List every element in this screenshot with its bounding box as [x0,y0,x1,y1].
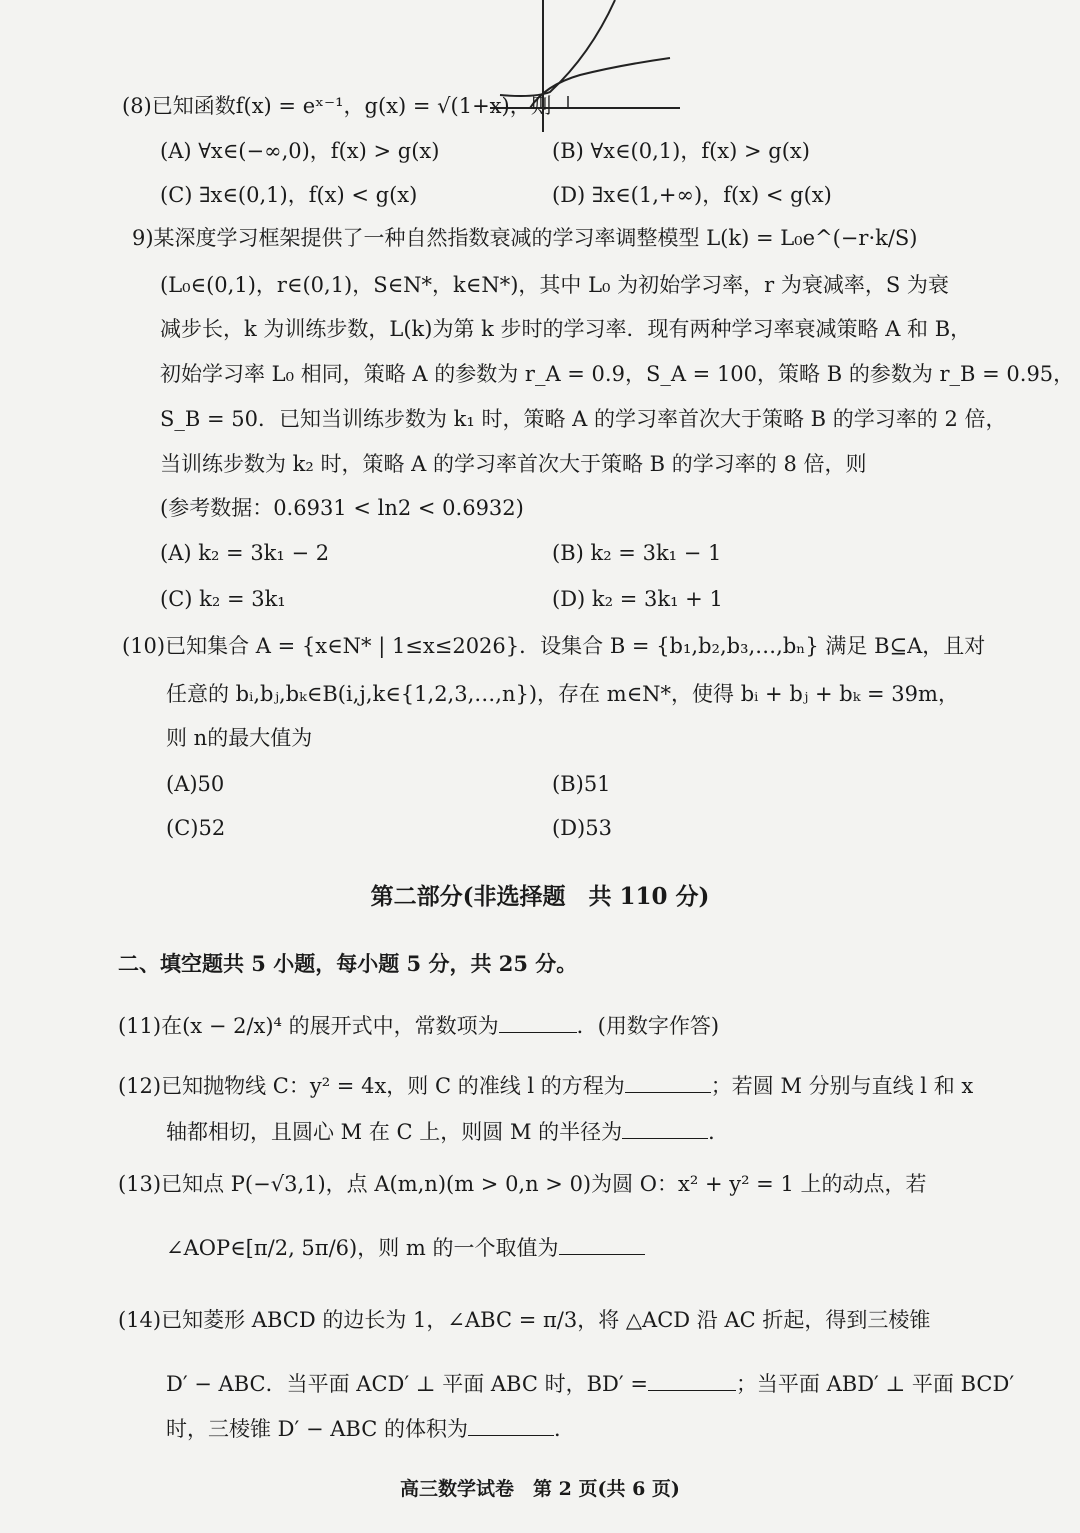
q10-line-3: 则 n的最大值为 [166,726,313,750]
q14-stem-3a: 时，三棱锥 D′ − ABC 的体积为 [166,1417,468,1441]
q12-stem-2: 轴都相切，且圆心 M 在 C 上，则圆 M 的半径为 [166,1120,623,1144]
q14-bd-blank[interactable] [648,1368,736,1391]
q14-line-2 [166,1368,1014,1398]
q12-directrix-blank[interactable] [625,1070,711,1093]
q10-line-2: 任意的 bᵢ,bⱼ,bₖ∈B(i,j,k∈{1,2,3,…,n})，存在 m∈N*，使得 bᵢ + bⱼ + bₖ = 39m， [166,682,959,706]
q12-line-2 [166,1116,729,1146]
sketch-exp-curve [500,0,615,96]
q9-line-1: 9)某深度学习框架提供了一种自然指数衰减的学习率调整模型 L(k) = L₀e^(−r·k/S) [132,226,918,250]
q13-line-2 [166,1232,645,1262]
q12-stem-mid: ；若圆 M 分别与直线 l 和 x [710,1074,974,1098]
q14-stem-2b: ；当平面 ABD′ ⊥ 平面 BCD′ [735,1372,1015,1396]
q14-volume-blank[interactable] [468,1413,554,1436]
q14-line-3 [166,1413,575,1443]
q12-stem: (12)已知抛物线 C：y² = 4x，则 C 的准线 l 的方程为 [118,1074,625,1098]
q10-option-d: (D)53 [552,816,612,840]
q8-option-c: (C) ∃x∈(0,1)，f(x) < g(x) [160,183,418,207]
q8-option-d: (D) ∃x∈(1,+∞)，f(x) < g(x) [552,183,832,207]
q10-line-1: (10)已知集合 A = {x∈N* | 1≤x≤2026}．设集合 B = {b₁,b₂,b₃,…,bₙ} 满足 B⊆A，且对 [122,634,986,658]
q13-answer-blank[interactable] [559,1232,645,1255]
q10-option-c: (C)52 [166,816,226,840]
q9-option-b: (B) k₂ = 3k₁ − 1 [552,541,722,565]
q8-option-a: (A) ∀x∈(−∞,0)，f(x) > g(x) [160,139,440,163]
q12-radius-blank[interactable] [622,1116,708,1139]
q9-line-4: 初始学习率 L₀ 相同，策略 A 的参数为 r_A = 0.9，S_A = 100，策略 B 的参数为 r_B = 0.95， [160,362,1075,386]
q12-line-1 [118,1070,973,1100]
q12-end: ． [708,1120,730,1144]
q10-option-a: (A)50 [166,772,225,796]
q9-option-d: (D) k₂ = 3k₁ + 1 [552,587,723,611]
q9-option-c: (C) k₂ = 3k₁ [160,587,286,611]
q9-reference-data: (参考数据：0.6931 < ln2 < 0.6932) [160,496,524,520]
q11-answer-blank[interactable] [499,1010,577,1033]
q13-line-1: (13)已知点 P(−√3,1)，点 A(m,n)(m > 0,n > 0)为圆 O：x² + y² = 1 上的动点，若 [118,1172,927,1196]
part2-title: 第二部分(非选择题 共 110 分) [370,883,710,910]
q11-line [118,1010,719,1040]
q14-stem-2a: D′ − ABC．当平面 ACD′ ⊥ 平面 ABC 时，BD′ = [166,1372,648,1396]
q9-option-a: (A) k₂ = 3k₁ − 2 [160,541,330,565]
q10-option-b: (B)51 [552,772,611,796]
q8-stem: (8)已知函数f(x) = eˣ⁻¹，g(x) = √(1+x)，则 [122,94,552,118]
q11-stem: (11)在(x − 2/x)⁴ 的展开式中，常数项为 [118,1014,499,1038]
q9-line-6: 当训练步数为 k₂ 时，策略 A 的学习率首次大于策略 B 的学习率的 8 倍，则 [160,452,867,476]
fill-section-header: 二、填空题共 5 小题，每小题 5 分，共 25 分。 [118,951,578,976]
q9-line-2: (L₀∈(0,1)，r∈(0,1)，S∈N*，k∈N*)，其中 L₀ 为初始学习率，r 为衰减率，S 为衰 [160,273,949,297]
q14-line-1: (14)已知菱形 ABCD 的边长为 1，∠ABC = π/3，将 △ACD 沿 AC 折起，得到三棱锥 [118,1308,931,1332]
page-footer: 高三数学试卷 第 2 页(共 6 页) [400,1478,680,1500]
q11-tail: ．(用数字作答) [576,1014,720,1038]
q9-line-3: 减步长，k 为训练步数，L(k)为第 k 步时的学习率．现有两种学习率衰减策略 A 和 B， [160,317,972,341]
q13-stem-2: ∠AOP∈[π/2, 5π/6)，则 m 的一个取值为 [166,1236,559,1260]
q8-option-b: (B) ∀x∈(0,1)，f(x) > g(x) [552,139,810,163]
q9-line-5: S_B = 50．已知当训练步数为 k₁ 时，策略 A 的学习率首次大于策略 B 的学习率的 2 倍， [160,407,1007,431]
q14-stem-3b: ． [553,1417,575,1441]
